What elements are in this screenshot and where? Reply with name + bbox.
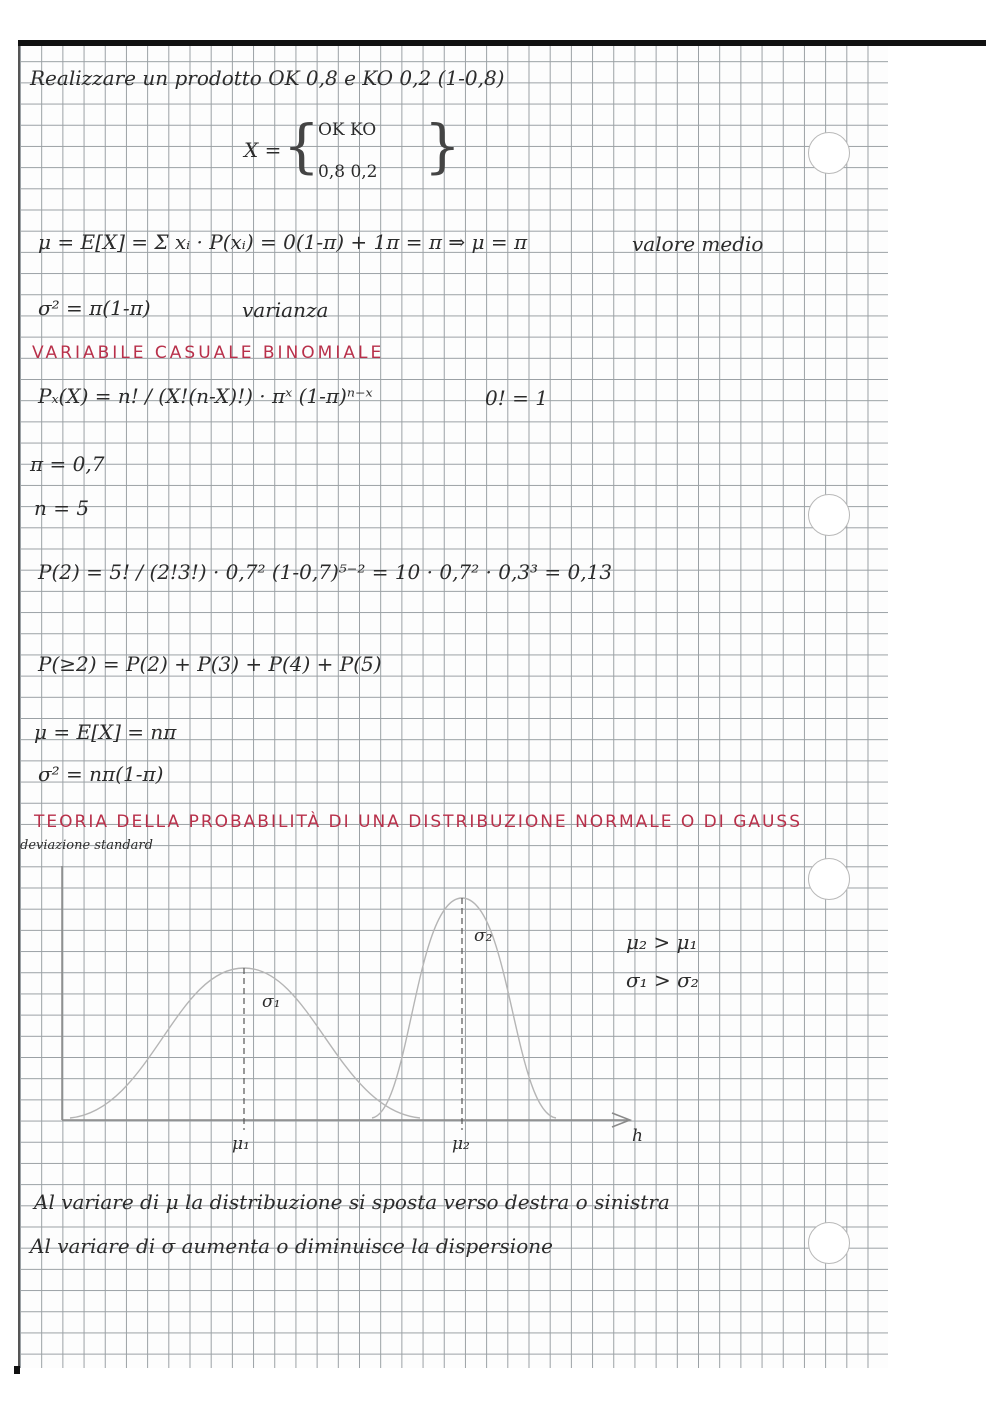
normal-curve-1: [70, 968, 420, 1118]
zero-factorial: 0! = 1: [485, 386, 548, 410]
mean-formula: μ = E[X] = Σ xᵢ · P(xᵢ) = 0(1-π) + 1π = π ⇒ μ = π: [38, 230, 528, 254]
left-brace-icon: {: [283, 112, 320, 180]
mu1-label: μ₁: [232, 1134, 250, 1154]
std-deviation-label: deviazione standard: [20, 838, 153, 853]
mean-label: valore medio: [632, 232, 764, 256]
closing-line-1: Al variare di μ la distribuzione si sposta verso destra o sinistra: [34, 1190, 670, 1214]
right-brace-icon: }: [424, 112, 461, 180]
normal-curve-2: [372, 898, 556, 1118]
variance-label: varianza: [242, 298, 329, 322]
binomial-heading: VARIABILE CASUALE BINOMIALE: [32, 343, 385, 363]
p2-formula: P(2) = 5! / (2!3!) · 0,7² (1-0,7)⁵⁻² = 10 · 0,7² · 0,3³ = 0,13: [38, 560, 613, 584]
p-at-least-2: P(≥2) = P(2) + P(3) + P(4) + P(5): [38, 652, 382, 676]
x-definition-lhs: X =: [244, 138, 282, 162]
binomial-mean: μ = E[X] = nπ: [34, 720, 177, 744]
binomial-formula: Pₓ(X) = n! / (X!(n-X)!) · πˣ (1-π)ⁿ⁻ˣ: [38, 384, 373, 408]
variance-formula: σ² = π(1-π): [38, 296, 151, 320]
intro-line: Realizzare un prodotto OK 0,8 e KO 0,2 (1-0,8): [30, 66, 505, 90]
sigma-condition: σ₁ > σ₂: [626, 968, 699, 992]
pi-value: π = 0,7: [30, 452, 105, 476]
x-axis-end-label: h: [632, 1126, 643, 1146]
mu-condition: μ₂ > μ₁: [626, 930, 698, 954]
x-definition-row2: 0,8 0,2: [318, 162, 378, 182]
n-value: n = 5: [34, 496, 90, 520]
sigma1-label: σ₁: [262, 992, 281, 1012]
binomial-variance: σ² = nπ(1-π): [38, 762, 164, 786]
sigma2-label: σ₂: [474, 926, 493, 946]
closing-line-2: Al variare di σ aumenta o diminuisce la dispersione: [30, 1234, 553, 1258]
mu2-label: μ₂: [452, 1134, 470, 1154]
gauss-heading: TEORIA DELLA PROBABILITÀ DI UNA DISTRIBUZIONE NORMALE O DI GAUSS: [34, 812, 803, 832]
x-definition-row1: OK KO: [318, 120, 377, 140]
